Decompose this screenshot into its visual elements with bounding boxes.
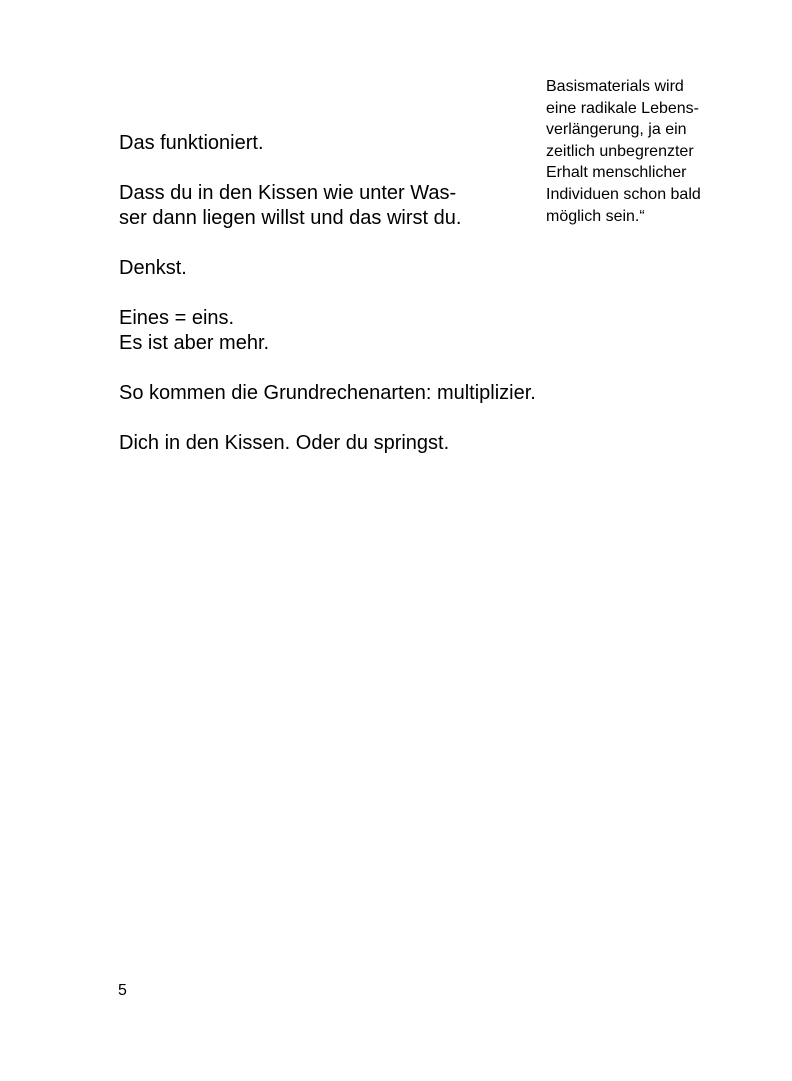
side-note-line: möglich sein.“ <box>546 207 645 225</box>
side-note-line: Basismaterials wird <box>546 78 684 95</box>
paragraph <box>119 181 619 231</box>
paragraph <box>119 131 619 156</box>
paragraph <box>119 431 619 456</box>
text-line: Dass du in den Kissen wie unter Was- <box>119 182 457 204</box>
paragraph <box>119 306 619 356</box>
text-line: So kommen die Grundrechenarten: multiplizier. <box>119 382 536 404</box>
paragraph <box>119 256 619 281</box>
text-line: ser dann liegen willst und das wirst du. <box>119 207 462 229</box>
side-note-line: Erhalt menschlicher <box>546 164 687 182</box>
main-text-body <box>119 131 619 481</box>
side-note-line: verlängerung, ja ein <box>546 121 687 139</box>
page-number: 5 <box>118 982 127 999</box>
text-line: Denkst. <box>119 257 187 279</box>
text-line: Eines = eins. <box>119 307 235 329</box>
side-note-line: eine radikale Lebens- <box>546 99 699 117</box>
side-note-line: Individuen schon bald <box>546 185 701 203</box>
text-line: Es ist aber mehr. <box>119 332 270 354</box>
text-line: Dich in den Kissen. Oder du springst. <box>119 432 450 454</box>
side-note-line: zeitlich unbegrenzter <box>546 142 694 160</box>
paragraph <box>119 381 619 406</box>
text-line: Das funktioniert. <box>119 132 264 154</box>
